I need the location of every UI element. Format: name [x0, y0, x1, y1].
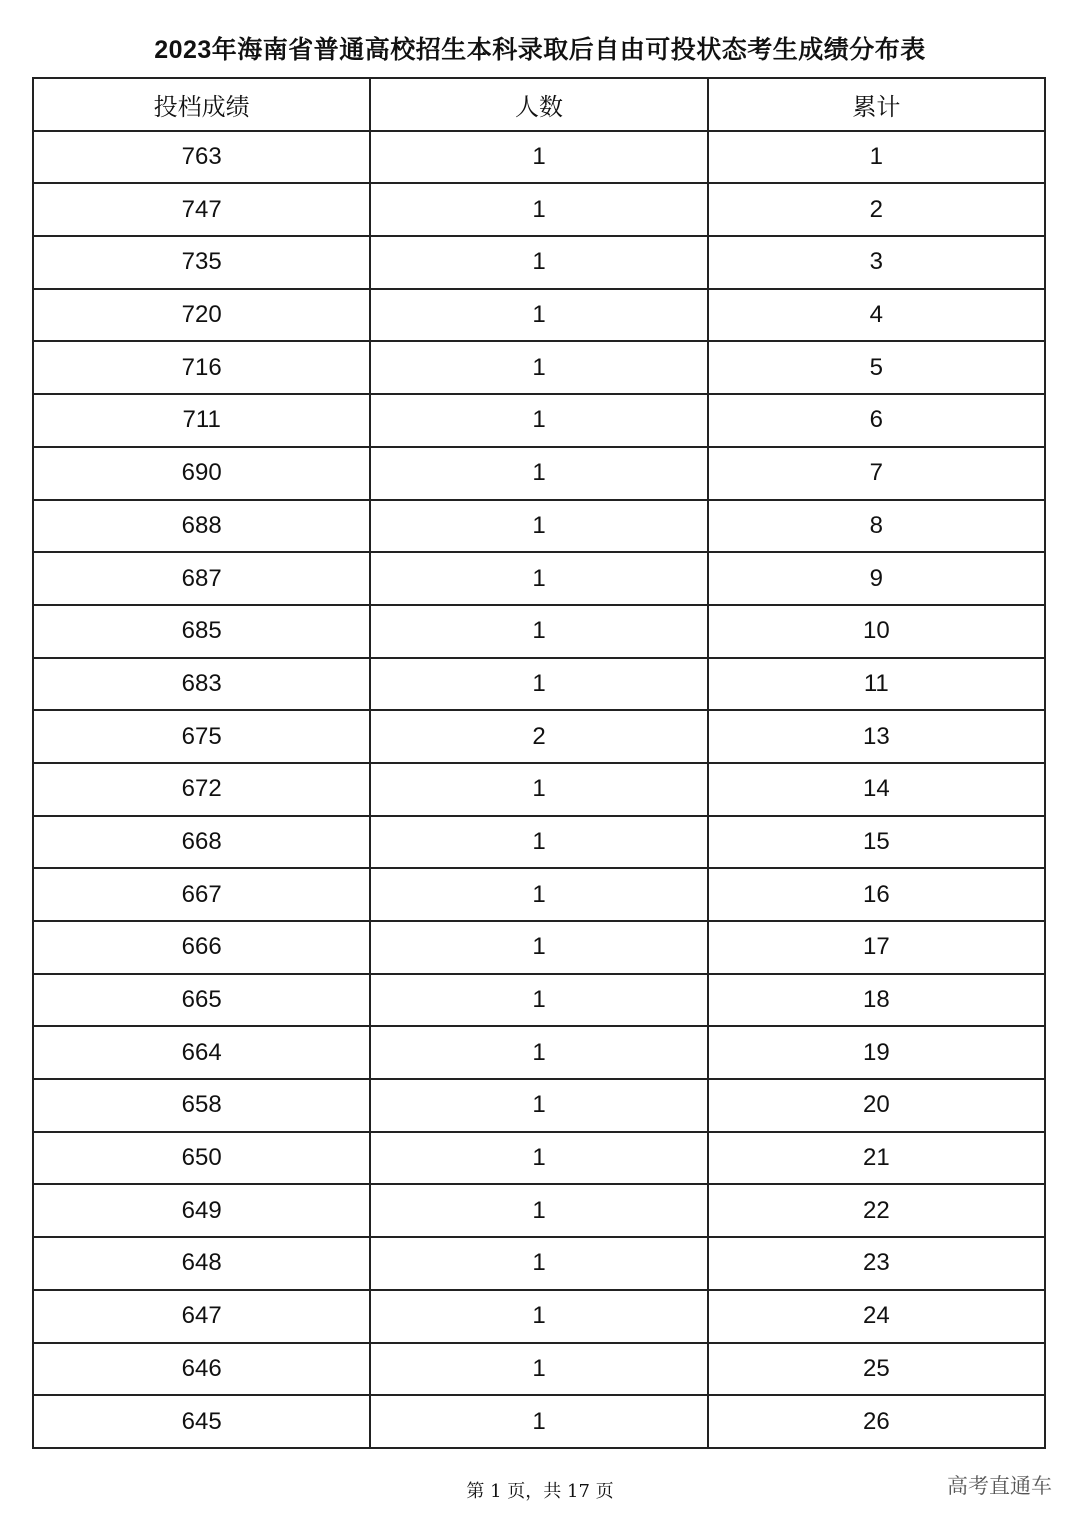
cell-count: 1 — [370, 1026, 707, 1079]
cell-count: 1 — [370, 183, 707, 236]
table-row — [33, 658, 1045, 711]
column-header-score: 投档成绩 — [33, 78, 370, 131]
cell-score: 685 — [33, 605, 370, 658]
table-row — [33, 236, 1045, 289]
page-title: 2023年海南省普通高校招生本科录取后自由可投状态考生成绩分布表 — [154, 36, 926, 64]
table-body — [33, 131, 1045, 1448]
cell-count: 1 — [370, 447, 707, 500]
cell-count: 1 — [370, 552, 707, 605]
cell-count: 1 — [370, 289, 707, 342]
cell-score: 668 — [33, 816, 370, 869]
cell-score: 649 — [33, 1184, 370, 1237]
cell-cumulative: 24 — [708, 1290, 1045, 1343]
table-row — [33, 921, 1045, 974]
cell-score: 735 — [33, 236, 370, 289]
cell-cumulative: 25 — [708, 1343, 1045, 1396]
cell-cumulative: 1 — [708, 131, 1045, 184]
table-row — [33, 1026, 1045, 1079]
cell-cumulative: 17 — [708, 921, 1045, 974]
cell-count: 1 — [370, 1184, 707, 1237]
cell-cumulative: 6 — [708, 394, 1045, 447]
cell-score: 665 — [33, 974, 370, 1027]
watermark-label: 高考直通车 — [947, 1475, 1052, 1498]
cell-count: 1 — [370, 500, 707, 553]
table-row — [33, 500, 1045, 553]
table-row — [33, 763, 1045, 816]
table-row — [33, 289, 1045, 342]
cell-count: 1 — [370, 1079, 707, 1132]
cell-count: 1 — [370, 868, 707, 921]
cell-cumulative: 18 — [708, 974, 1045, 1027]
table-row — [33, 447, 1045, 500]
cell-score: 672 — [33, 763, 370, 816]
cell-cumulative: 10 — [708, 605, 1045, 658]
cell-cumulative: 19 — [708, 1026, 1045, 1079]
cell-cumulative: 22 — [708, 1184, 1045, 1237]
cell-count: 1 — [370, 1395, 707, 1448]
cell-count: 1 — [370, 1132, 707, 1185]
table-header-row — [33, 78, 1045, 131]
table-row — [33, 1132, 1045, 1185]
column-header-count: 人数 — [370, 78, 707, 131]
cell-count: 1 — [370, 394, 707, 447]
table-row — [33, 605, 1045, 658]
table-row — [33, 552, 1045, 605]
cell-score: 683 — [33, 658, 370, 711]
cell-cumulative: 23 — [708, 1237, 1045, 1290]
cell-count: 1 — [370, 658, 707, 711]
cell-count: 1 — [370, 1290, 707, 1343]
cell-count: 1 — [370, 236, 707, 289]
cell-count: 1 — [370, 921, 707, 974]
cell-score: 688 — [33, 500, 370, 553]
cell-score: 690 — [33, 447, 370, 500]
cell-count: 1 — [370, 816, 707, 869]
table-row — [33, 974, 1045, 1027]
table-row — [33, 1290, 1045, 1343]
cell-score: 667 — [33, 868, 370, 921]
cell-score: 687 — [33, 552, 370, 605]
cell-score: 664 — [33, 1026, 370, 1079]
cell-score: 763 — [33, 131, 370, 184]
cell-cumulative: 16 — [708, 868, 1045, 921]
cell-cumulative: 9 — [708, 552, 1045, 605]
cell-score: 747 — [33, 183, 370, 236]
table-row — [33, 131, 1045, 184]
table-row — [33, 341, 1045, 394]
cell-count: 1 — [370, 605, 707, 658]
cell-count: 1 — [370, 131, 707, 184]
cell-cumulative: 26 — [708, 1395, 1045, 1448]
table-row — [33, 1237, 1045, 1290]
cell-count: 1 — [370, 341, 707, 394]
table-row — [33, 816, 1045, 869]
table-row — [33, 1184, 1045, 1237]
cell-cumulative: 21 — [708, 1132, 1045, 1185]
cell-count: 1 — [370, 763, 707, 816]
cell-score: 711 — [33, 394, 370, 447]
table-row — [33, 710, 1045, 763]
cell-score: 647 — [33, 1290, 370, 1343]
cell-count: 2 — [370, 710, 707, 763]
cell-score: 648 — [33, 1237, 370, 1290]
table-row — [33, 1395, 1045, 1448]
cell-score: 658 — [33, 1079, 370, 1132]
cell-cumulative: 8 — [708, 500, 1045, 553]
page-number-footer: 第 1 页，共 17 页 — [466, 1481, 614, 1502]
cell-cumulative: 7 — [708, 447, 1045, 500]
cell-cumulative: 4 — [708, 289, 1045, 342]
table-row — [33, 868, 1045, 921]
cell-cumulative: 3 — [708, 236, 1045, 289]
table-row — [33, 183, 1045, 236]
table-row — [33, 1079, 1045, 1132]
cell-cumulative: 14 — [708, 763, 1045, 816]
cell-score: 675 — [33, 710, 370, 763]
cell-score: 716 — [33, 341, 370, 394]
cell-cumulative: 13 — [708, 710, 1045, 763]
cell-count: 1 — [370, 1237, 707, 1290]
cell-score: 650 — [33, 1132, 370, 1185]
cell-cumulative: 11 — [708, 658, 1045, 711]
score-distribution-table — [32, 77, 1046, 1449]
cell-cumulative: 15 — [708, 816, 1045, 869]
cell-score: 646 — [33, 1343, 370, 1396]
cell-score: 666 — [33, 921, 370, 974]
cell-score: 720 — [33, 289, 370, 342]
cell-score: 645 — [33, 1395, 370, 1448]
table-row — [33, 394, 1045, 447]
cell-count: 1 — [370, 974, 707, 1027]
cell-cumulative: 2 — [708, 183, 1045, 236]
cell-cumulative: 5 — [708, 341, 1045, 394]
table-row — [33, 1343, 1045, 1396]
cell-cumulative: 20 — [708, 1079, 1045, 1132]
column-header-cumulative: 累计 — [708, 78, 1045, 131]
cell-count: 1 — [370, 1343, 707, 1396]
